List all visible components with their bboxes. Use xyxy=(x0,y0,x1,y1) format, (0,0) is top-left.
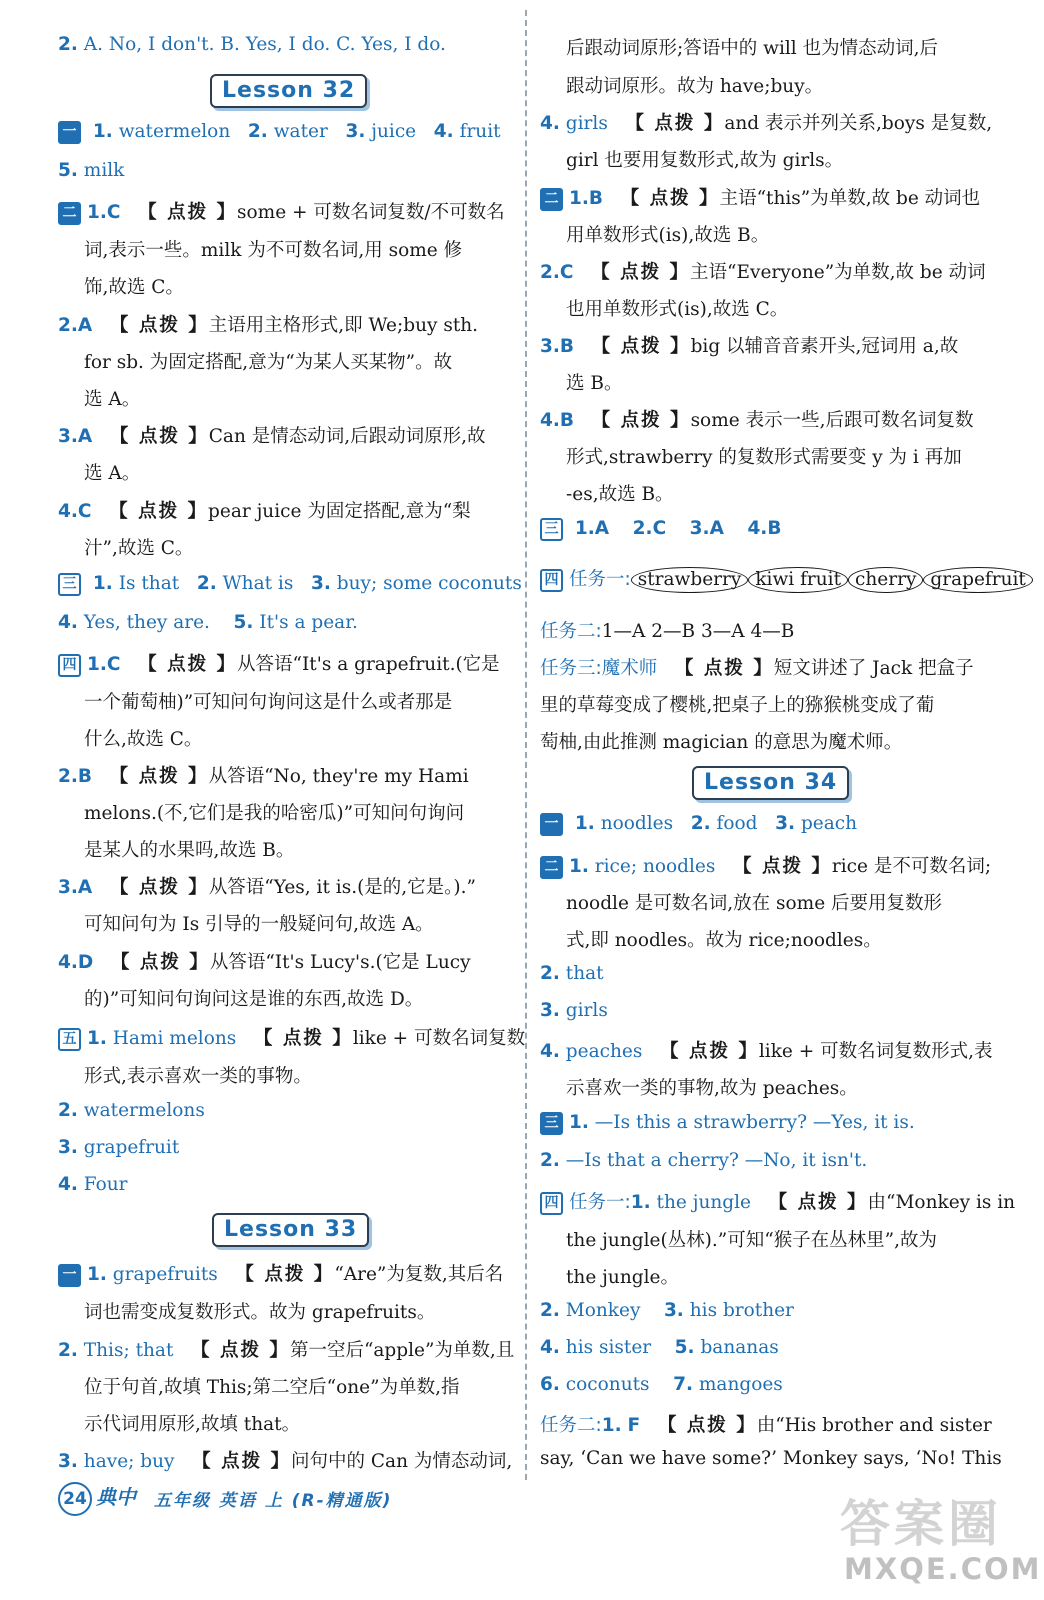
answer-line: 3.B 【 点拨 】big 以辅音音素开头,冠词用 a,故 xyxy=(540,336,959,357)
circled-word: strawberry xyxy=(631,567,749,593)
section-mark: 一 xyxy=(58,1264,81,1287)
hint-tag: 【 点拨 】 xyxy=(235,1264,335,1285)
explanation-text: 选 B。 xyxy=(566,373,623,394)
answer-text: A. No, I don't. B. Yes, I do. C. Yes, I do. xyxy=(83,34,446,55)
explanation-text: 里的草莓变成了樱桃,把桌子上的猕猴桃变成了葡 xyxy=(540,695,935,716)
explanation-text: 示喜欢一类的事物,故为 peaches。 xyxy=(566,1078,858,1099)
explanation-text: 形式,strawberry 的复数形式需要变 y 为 i 再加 xyxy=(566,447,962,468)
hint-tag: 【 点拨 】 xyxy=(138,654,238,675)
answer-line: 2. —Is that a cherry? —No, it isn't. xyxy=(540,1150,868,1171)
explanation-text: 示代词用原形,故填 that。 xyxy=(84,1414,301,1435)
explanation-text: noodle 是可数名词,放在 some 后要用复数形 xyxy=(566,893,943,914)
brand-logo: 典中 xyxy=(96,1485,136,1509)
task-two-line: 任务二:1—A 2—B 3—A 4—B xyxy=(540,621,795,642)
answer-line: 二 1.B 【 点拨 】主语“this”为单数,故 be 动词也 xyxy=(540,184,980,211)
section-mark: 二 xyxy=(540,188,563,211)
section-1-answers: 一 1. watermelon 2. water 3. juice 4. fruit xyxy=(58,121,501,144)
explanation-text: 是某人的水果吗,故选 B。 xyxy=(84,840,295,861)
explanation-text: say, ‘Can we have some?’ Monkey says, ‘No! This xyxy=(540,1448,1002,1469)
section-mark: 四 xyxy=(540,569,563,592)
section-mark: 三 xyxy=(540,518,563,541)
hint-tag: 【 点拨 】 xyxy=(768,1192,868,1213)
hint-tag: 【 点拨 】 xyxy=(109,501,209,522)
watermark-logo: 答案圈 MXQE.COM xyxy=(840,1495,1042,1586)
explanation-text: 跟动词原形。故为 have;buy。 xyxy=(566,76,824,97)
explanation-text: 一个葡萄柚)”可知问句询问这是什么或者那是 xyxy=(84,692,453,713)
answer-line: 4. peaches 【 点拨 】like + 可数名词复数形式,表 xyxy=(540,1041,993,1062)
explanation-text: 的)”可知问句询问这是谁的东西,故选 D。 xyxy=(84,989,424,1010)
section-mark: 三 xyxy=(58,573,81,596)
answer-line: 3. grapefruit xyxy=(58,1137,180,1158)
answer-line: 2. Monkey 3. his brother xyxy=(540,1300,794,1321)
explanation-text: girl 也要用复数形式,故为 girls。 xyxy=(566,150,844,171)
hint-tag: 【 点拨 】 xyxy=(660,1041,759,1062)
task-two-line: 任务二:1. F 【 点拨 】由“His brother and sister xyxy=(540,1415,992,1436)
hint-tag: 【 点拨 】 xyxy=(253,1028,353,1049)
explanation-text: 用单数形式(is),故选 B。 xyxy=(566,225,770,246)
answer-line: 一 1. grapefruits 【 点拨 】“Are”为复数,其后名 xyxy=(58,1260,503,1287)
answer-line: 6. coconuts 7. mangoes xyxy=(540,1374,783,1395)
explanation-text: 也用单数形式(is),故选 C。 xyxy=(566,299,789,320)
answer-line: 四 1.C 【 点拨 】从答语“It's a grapefruit.(它是 xyxy=(58,650,500,677)
explanation-text: 什么,故选 C。 xyxy=(84,729,203,750)
answer-line: 2. watermelons xyxy=(58,1100,205,1121)
answer-line: 2.C 【 点拨 】主语“Everyone”为单数,故 be 动词 xyxy=(540,262,986,283)
hint-tag: 【 点拨 】 xyxy=(109,766,209,787)
explanation-text: 位于句首,故填 This;第二空后“one”为单数,指 xyxy=(84,1377,460,1398)
answer-line: 二 1. rice; noodles 【 点拨 】rice 是不可数名词; xyxy=(540,852,991,879)
explanation-text: 词也需变成复数形式。故为 grapefruits。 xyxy=(84,1302,436,1323)
task-one-line: 四 任务一: strawberry kiwi fruit cherry grapefruit xyxy=(540,565,1033,593)
answer-line: 4.B 【 点拨 】some 表示一些,后跟可数名词复数 xyxy=(540,410,974,431)
section-mark: 二 xyxy=(58,202,81,225)
hint-tag: 【 点拨 】 xyxy=(591,410,691,431)
explanation-text: 后跟动词原形;答语中的 will 也为情态动词,后 xyxy=(566,38,938,59)
answer-line: 二 1.C 【 点拨 】some + 可数名词复数/不可数名 xyxy=(58,198,505,225)
answer-line: 4. Yes, they are. 5. It's a pear. xyxy=(58,612,358,633)
task-three-line: 任务三:魔术师 【 点拨 】短文讲述了 Jack 把盒子 xyxy=(540,658,974,679)
hint-tag: 【 点拨 】 xyxy=(591,336,691,357)
explanation-text: -es,故选 B。 xyxy=(566,484,674,505)
section-mark: 四 xyxy=(58,654,81,677)
answer-line: 2.B 【 点拨 】从答语“No, they're my Hami xyxy=(58,766,469,787)
question-number: 2. xyxy=(58,34,78,55)
lesson-title: Lesson 34 xyxy=(692,766,849,800)
circled-word: cherry xyxy=(848,567,923,593)
answer-line: 3.A 【 点拨 】从答语“Yes, it is.(是的,它是。).” xyxy=(58,877,476,898)
explanation-text: 饰,故选 C。 xyxy=(84,277,184,298)
section-3-answers: 三 1. Is that 2. What is 3. buy; some coconuts xyxy=(58,573,522,596)
explanation-text: the jungle。 xyxy=(566,1267,679,1288)
section-3-answers: 三 1.A 2.C 3.A 4.B xyxy=(540,518,781,541)
book-title: 五年级 英语 上 (R-精通版) xyxy=(154,1491,393,1511)
answer-line: 5. milk xyxy=(58,160,125,181)
lesson-title: Lesson 33 xyxy=(212,1213,369,1247)
hint-tag: 【 点拨 】 xyxy=(733,856,832,877)
section-mark: 一 xyxy=(58,121,81,144)
hint-tag: 【 点拨 】 xyxy=(625,113,725,134)
answer-line xyxy=(58,34,446,55)
hint-tag: 【 点拨 】 xyxy=(109,877,209,898)
section-mark: 三 xyxy=(540,1112,563,1135)
lesson-title: Lesson 32 xyxy=(210,74,367,108)
circled-word: kiwi fruit xyxy=(748,567,848,593)
task-one-line: 四 任务一:1. the jungle 【 点拨 】由“Monkey is in xyxy=(540,1188,1015,1215)
answer-line: 4. his sister 5. bananas xyxy=(540,1337,779,1358)
section-mark: 一 xyxy=(540,813,563,836)
answer-line: 三 1. —Is this a strawberry? —Yes, it is. xyxy=(540,1112,915,1135)
explanation-text: 汁”,故选 C。 xyxy=(84,538,194,559)
page-number: 24 xyxy=(58,1482,92,1516)
hint-tag: 【 点拨 】 xyxy=(110,952,210,973)
hint-tag: 【 点拨 】 xyxy=(620,188,720,209)
explanation-text: 选 A。 xyxy=(84,389,141,410)
answer-line: 4. girls 【 点拨 】and 表示并列关系,boys 是复数, xyxy=(540,113,993,134)
explanation-text: for sb. 为固定搭配,意为“为某人买某物”。故 xyxy=(84,352,453,373)
explanation-text: 形式,表示喜欢一类的事物。 xyxy=(84,1066,312,1087)
explanation-text: 词,表示一些。milk 为不可数名词,用 some 修 xyxy=(84,240,463,261)
hint-tag: 【 点拨 】 xyxy=(674,658,774,679)
explanation-text: melons.(不,它们是我的哈密瓜)”可知问句询问 xyxy=(84,803,465,824)
explanation-text: 选 A。 xyxy=(84,463,141,484)
answer-line: 2. that xyxy=(540,963,604,984)
section-mark: 五 xyxy=(58,1028,81,1051)
hint-tag: 【 点拨 】 xyxy=(109,426,209,447)
answer-line: 4. Four xyxy=(58,1174,128,1195)
answer-line: 3. have; buy 【 点拨 】问句中的 Can 为情态动词, xyxy=(58,1451,513,1472)
answer-line: 4.D 【 点拨 】从答语“It's Lucy's.(它是 Lucy xyxy=(58,952,471,973)
answer-line: 2. This; that 【 点拨 】第一空后“apple”为单数,且 xyxy=(58,1340,515,1361)
answer-line: 3.A 【 点拨 】Can 是情态动词,后跟动词原形,故 xyxy=(58,426,486,447)
answer-line: 2.A 【 点拨 】主语用主格形式,即 We;buy sth. xyxy=(58,315,479,336)
hint-tag: 【 点拨 】 xyxy=(109,315,209,336)
explanation-text: the jungle(丛林).”可知“猴子在丛林里”,故为 xyxy=(566,1230,938,1251)
hint-tag: 【 点拨 】 xyxy=(591,262,691,283)
hint-tag: 【 点拨 】 xyxy=(138,202,238,223)
explanation-text: 可知问句为 Is 引导的一般疑问句,故选 A。 xyxy=(84,914,434,935)
section-mark: 四 xyxy=(540,1192,563,1215)
hint-tag: 【 点拨 】 xyxy=(192,1451,292,1472)
section-mark: 二 xyxy=(540,856,563,879)
circled-word: grapefruit xyxy=(923,567,1032,593)
explanation-text: 式,即 noodles。故为 rice;noodles。 xyxy=(566,930,882,951)
answer-line: 3. girls xyxy=(540,1000,608,1021)
hint-tag: 【 点拨 】 xyxy=(191,1340,290,1361)
section-1-answers: 一 1. noodles 2. food 3. peach xyxy=(540,813,857,836)
answer-line: 五 1. Hami melons 【 点拨 】like + 可数名词复数 xyxy=(58,1024,525,1051)
answer-line: 4.C 【 点拨 】pear juice 为固定搭配,意为“梨 xyxy=(58,501,471,522)
hint-tag: 【 点拨 】 xyxy=(657,1415,757,1436)
explanation-text: 萄柚,由此推测 magician 的意思为魔术师。 xyxy=(540,732,903,753)
column-divider xyxy=(525,10,527,1480)
